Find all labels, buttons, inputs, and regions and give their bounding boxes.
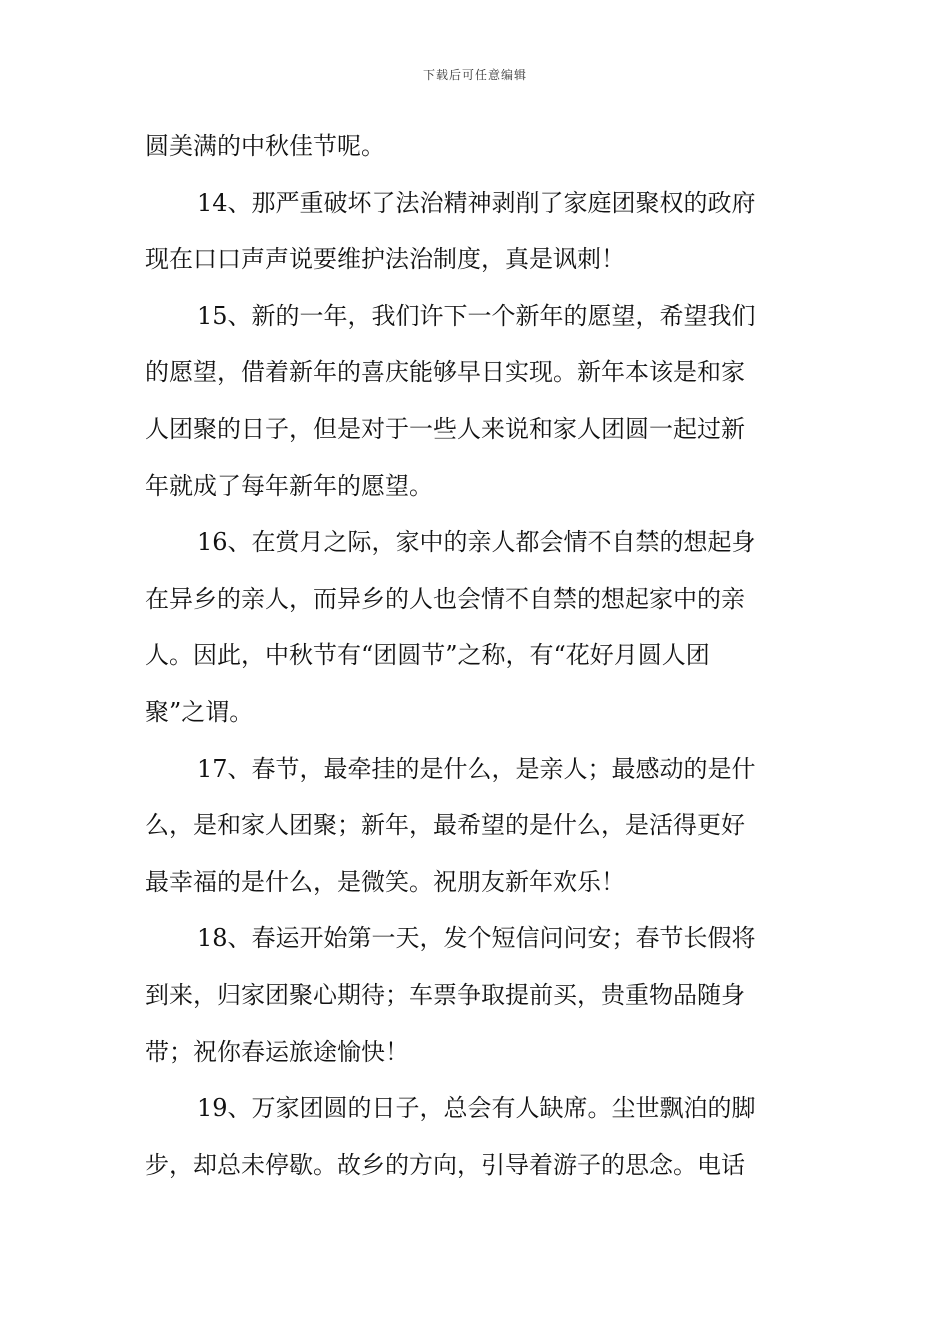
paragraph-15-start: 15、新的一年，我们许下一个新年的愿望，希望我们 bbox=[197, 301, 756, 330]
text-line: 年就成了每年新年的愿望。 bbox=[145, 471, 433, 500]
text-line: 的愿望，借着新年的喜庆能够早日实现。新年本该是和家 bbox=[145, 358, 745, 387]
paragraph-18-start: 18、春运开始第一天，发个短信问问安；春节长假将 bbox=[197, 924, 756, 953]
text-line: 聚”之谓。 bbox=[145, 697, 254, 726]
text-line: 人。因此，中秋节有“团圆节”之称，有“花好月圆人团 bbox=[145, 641, 710, 670]
text-line: 到来，归家团聚心期待；车票争取提前买，贵重物品随身 bbox=[145, 980, 745, 1009]
document-body bbox=[145, 118, 805, 1193]
text-line: 么，是和家人团聚；新年，最希望的是什么，是活得更好 bbox=[145, 811, 745, 840]
text-line: 人团聚的日子，但是对于一些人来说和家人团圆一起过新 bbox=[145, 414, 745, 443]
page-header-note: 下载后可任意编辑 bbox=[422, 68, 527, 82]
text-line: 带；祝你春运旅途愉快！ bbox=[145, 1037, 409, 1066]
paragraph-19-start: 19、万家团圆的日子，总会有人缺席。尘世飘泊的脚 bbox=[197, 1094, 756, 1123]
paragraph-16-start: 16、在赏月之际，家中的亲人都会情不自禁的想起身 bbox=[197, 528, 756, 557]
text-line: 最幸福的是什么，是微笑。祝朋友新年欢乐！ bbox=[145, 867, 625, 896]
paragraph-14-start: 14、那严重破坏了法治精神剥削了家庭团聚权的政府 bbox=[197, 188, 756, 217]
text-line: 步，却总未停歇。故乡的方向，引导着游子的思念。电话 bbox=[145, 1150, 745, 1179]
paragraph-17-start: 17、春节，最牵挂的是什么，是亲人；最感动的是什 bbox=[197, 754, 756, 783]
text-line: 现在口口声声说要维护法治制度，真是讽刺！ bbox=[145, 245, 625, 274]
text-line: 在异乡的亲人，而异乡的人也会情不自禁的想起家中的亲 bbox=[145, 584, 745, 613]
text-line: 圆美满的中秋佳节呢。 bbox=[145, 132, 385, 160]
